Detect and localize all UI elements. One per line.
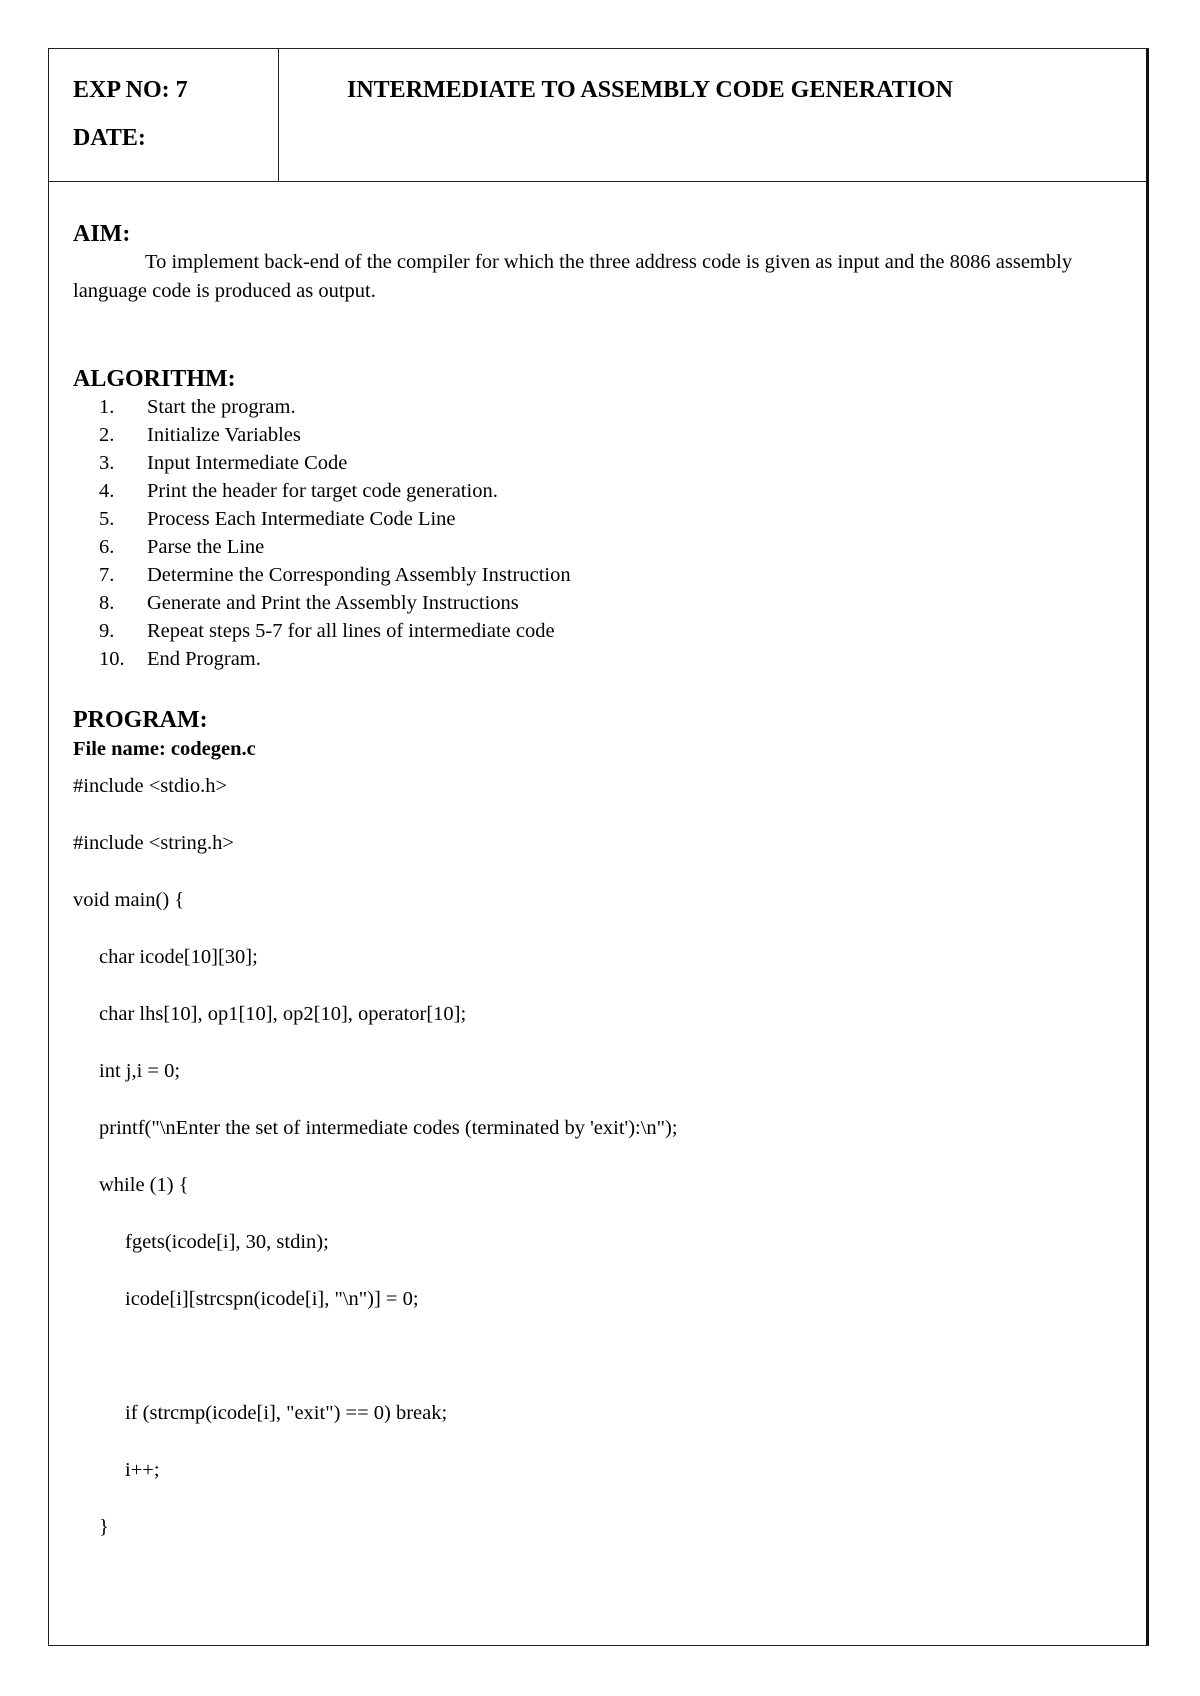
step-text: Process Each Intermediate Code Line bbox=[147, 508, 456, 530]
step-text: Determine the Corresponding Assembly Instruction bbox=[147, 564, 571, 586]
code-line: fgets(icode[i], 30, stdin); bbox=[125, 1231, 329, 1253]
step-text: End Program. bbox=[147, 648, 261, 670]
code-line: i++; bbox=[125, 1459, 160, 1481]
code-line: #include <string.h> bbox=[73, 832, 234, 854]
code-line: char lhs[10], op1[10], op2[10], operator[10]; bbox=[99, 1003, 467, 1025]
algorithm-step bbox=[73, 393, 1106, 421]
step-number: 1. bbox=[99, 396, 115, 418]
program-heading: PROGRAM: bbox=[73, 707, 208, 733]
step-text: Start the program. bbox=[147, 396, 296, 418]
code-line: void main() { bbox=[73, 889, 185, 911]
code-line: if (strcmp(icode[i], "exit") == 0) break; bbox=[125, 1402, 448, 1424]
step-number: 3. bbox=[99, 452, 115, 474]
step-number: 9. bbox=[99, 620, 115, 642]
step-number: 4. bbox=[99, 480, 115, 502]
code-line: int j,i = 0; bbox=[99, 1060, 181, 1082]
step-number: 2. bbox=[99, 424, 115, 446]
algorithm-step bbox=[73, 505, 1106, 533]
algorithm-steps bbox=[73, 393, 1106, 673]
aim-heading: AIM: bbox=[73, 221, 131, 247]
step-text: Generate and Print the Assembly Instructions bbox=[147, 592, 519, 614]
step-text: Repeat steps 5-7 for all lines of intermediate code bbox=[147, 620, 555, 642]
algorithm-step bbox=[73, 533, 1106, 561]
code-line: } bbox=[99, 1516, 109, 1538]
step-number: 8. bbox=[99, 592, 115, 614]
header-table bbox=[49, 49, 1146, 182]
step-number: 10. bbox=[99, 648, 125, 670]
algorithm-step bbox=[73, 645, 1106, 673]
page-frame bbox=[48, 48, 1149, 1646]
algorithm-step bbox=[73, 477, 1106, 505]
header-left-cell bbox=[49, 49, 279, 181]
code-line: printf("\nEnter the set of intermediate codes (terminated by 'exit'):\n"); bbox=[99, 1117, 678, 1139]
file-name: File name: codegen.c bbox=[73, 738, 256, 760]
exp-number: EXP NO: 7 bbox=[73, 77, 188, 103]
step-text: Print the header for target code generation. bbox=[147, 480, 498, 502]
algorithm-step bbox=[73, 449, 1106, 477]
algorithm-step bbox=[73, 561, 1106, 589]
algorithm-step bbox=[73, 589, 1106, 617]
step-number: 7. bbox=[99, 564, 115, 586]
code-line: #include <stdio.h> bbox=[73, 775, 228, 797]
algorithm-heading: ALGORITHM: bbox=[73, 366, 236, 392]
step-text: Initialize Variables bbox=[147, 424, 301, 446]
step-text: Parse the Line bbox=[147, 536, 265, 558]
code-line: while (1) { bbox=[99, 1174, 189, 1196]
step-number: 6. bbox=[99, 536, 115, 558]
code-line: char icode[10][30]; bbox=[99, 946, 258, 968]
aim-text: To implement back-end of the compiler for which the three address code is given as input and the 8086 assembly language code is produced as output. bbox=[73, 251, 1073, 302]
code-line: icode[i][strcspn(icode[i], "\n")] = 0; bbox=[125, 1288, 419, 1310]
document-body bbox=[73, 221, 1106, 1569]
document-title: INTERMEDIATE TO ASSEMBLY CODE GENERATION bbox=[347, 77, 953, 103]
algorithm-step bbox=[73, 617, 1106, 645]
code-line-blank bbox=[73, 1341, 1106, 1398]
date-label: DATE: bbox=[73, 125, 146, 151]
step-number: 5. bbox=[99, 508, 115, 530]
algorithm-step bbox=[73, 421, 1106, 449]
code-listing bbox=[73, 771, 1106, 1569]
step-text: Input Intermediate Code bbox=[147, 452, 348, 474]
